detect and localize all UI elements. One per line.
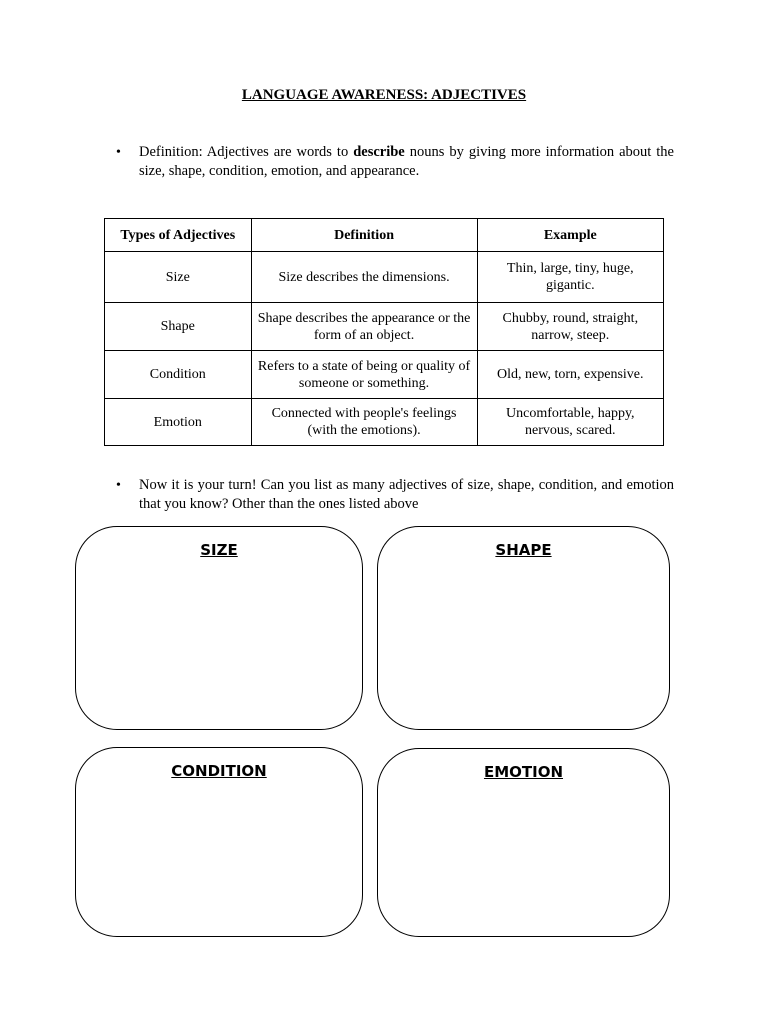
table-row [105,399,664,446]
row-example: Old, new, torn, expensive. [477,351,663,399]
adjectives-table [104,218,664,446]
definition-bold-word: describe [353,144,405,160]
row-definition: Refers to a state of being or quality of someone or something. [251,351,477,399]
header-types: Types of Adjectives [105,219,252,252]
prompt-bullet [116,476,674,514]
row-definition: Connected with people's feelings (with the emotions). [251,399,477,446]
condition-box-label: CONDITION [171,762,267,780]
row-type: Emotion [105,399,252,446]
header-example: Example [477,219,663,252]
row-definition: Size describes the dimensions. [251,252,477,303]
row-example: Uncomfortable, happy, nervous, scared. [477,399,663,446]
size-answer-box[interactable] [75,526,363,730]
row-type: Size [105,252,252,303]
definition-bullet [116,143,674,181]
prompt-text: Now it is your turn! Can you list as many adjectives of size, shape, condition, and emotion that you know? Other than the ones listed above [139,477,674,512]
definition-prefix: Definition: Adjectives are words to [139,144,354,160]
shape-box-label: SHAPE [495,541,552,559]
row-example: Thin, large, tiny, huge, gigantic. [477,252,663,303]
table-row [105,252,664,303]
definition-suffix: nouns by giving more information about the size, shape, condition, emotion, and appearance. [139,144,674,179]
table-header-row [105,219,664,252]
emotion-answer-box[interactable] [377,748,670,937]
bullet-dot: • [116,145,121,160]
row-type: Condition [105,351,252,399]
definition-text [139,143,674,181]
shape-answer-box[interactable] [377,526,670,730]
condition-answer-box[interactable] [75,747,363,937]
row-type: Shape [105,303,252,351]
table-row [105,351,664,399]
row-example: Chubby, round, straight, narrow, steep. [477,303,663,351]
row-definition: Shape describes the appearance or the form of an object. [251,303,477,351]
header-definition: Definition [251,219,477,252]
emotion-box-label: EMOTION [483,763,564,781]
table-row [105,303,664,351]
bullet-dot: • [116,478,121,493]
size-box-label: SIZE [200,541,238,559]
page-title: LANGUAGE AWARENESS: ADJECTIVES [241,87,527,103]
